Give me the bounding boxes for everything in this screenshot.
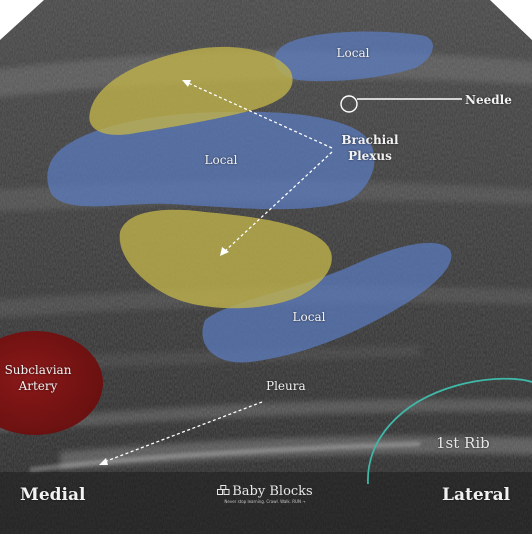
- subclavian-artery-label: [0, 362, 76, 394]
- brachial-plexus-label: [330, 132, 410, 164]
- watermark-tagline: Never stop learning. Crawl. Walk. RUN →: [224, 499, 306, 504]
- local-label-middle: Local: [204, 153, 238, 167]
- brachial-plexus-label-line2: Plexus: [348, 149, 392, 163]
- baby-blocks-logo-icon: [217, 485, 230, 496]
- subclavian-artery-label-line1: Subclavian: [4, 363, 72, 377]
- watermark-brand: Baby Blocks: [232, 484, 313, 499]
- first-rib-label: 1st Rib: [436, 434, 490, 452]
- subclavian-artery-label-line2: Artery: [18, 379, 58, 393]
- local-label-top: Local: [336, 46, 370, 60]
- medial-label: Medial: [20, 485, 86, 505]
- needle-label: Needle: [465, 93, 512, 107]
- watermark: [205, 484, 325, 505]
- brachial-plexus-label-line1: Brachial: [341, 133, 399, 147]
- pleura-label: Pleura: [266, 379, 306, 393]
- lateral-label: Lateral: [442, 485, 511, 505]
- local-label-bottom: Local: [292, 310, 326, 324]
